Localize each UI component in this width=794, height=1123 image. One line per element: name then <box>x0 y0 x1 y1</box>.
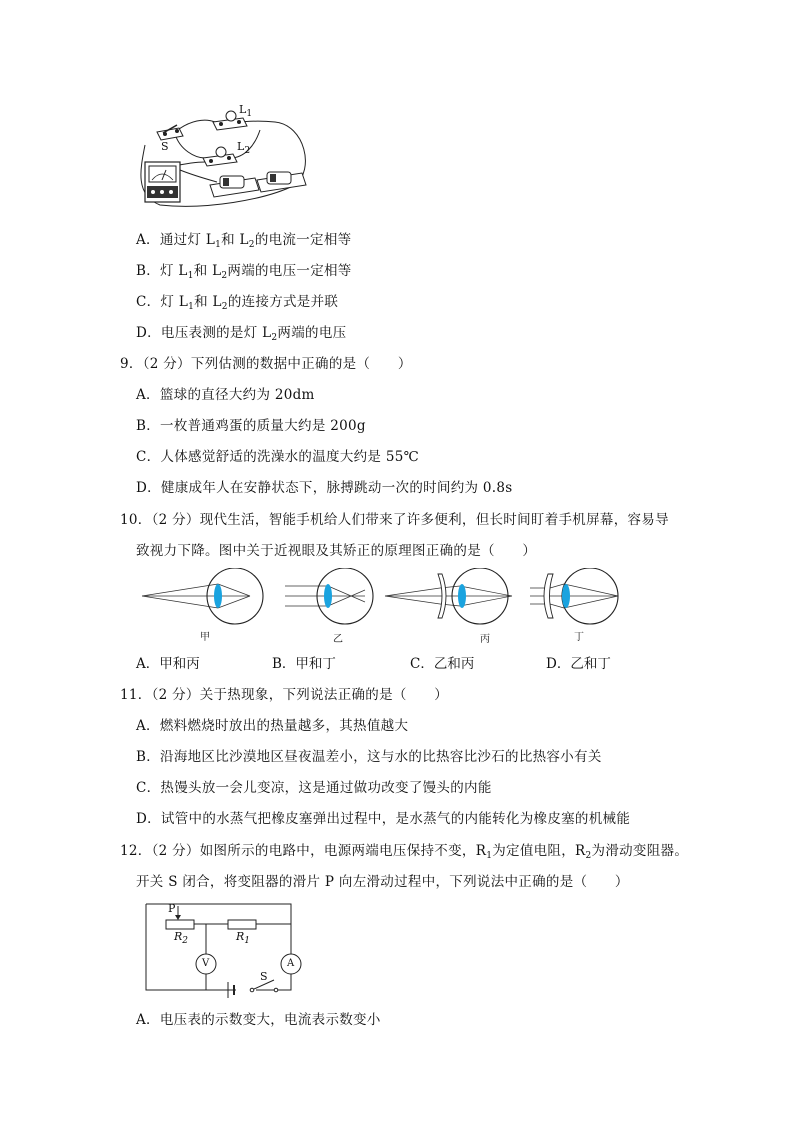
q8-c-pre: C．灯 L <box>136 294 189 310</box>
label-p: P <box>168 902 176 915</box>
q11-option-d: D．试管中的水蒸气把橡皮塞弹出过程中，是水蒸气的内能转化为橡皮塞的机械能 <box>136 811 631 827</box>
q10-option-c: C．乙和丙 <box>410 656 475 672</box>
q8-a-s2: 2 <box>248 240 255 250</box>
eye-diagrams-svg <box>140 568 630 646</box>
q12-stem-post: 为滑动变阻器。 <box>591 843 689 859</box>
q8-c-mid: 和 L <box>194 294 222 310</box>
label-r2-sub: 2 <box>182 936 189 946</box>
q8-b-pre: B．灯 L <box>136 263 188 279</box>
label-r2-text: R <box>174 930 183 943</box>
q12-stem-line1 <box>120 841 688 861</box>
eye-diagram-bing <box>385 568 512 624</box>
label-v: V <box>202 958 210 969</box>
q8-a-s1: 1 <box>215 240 222 250</box>
q10-option-d: D．乙和丁 <box>546 656 611 672</box>
caption-yi: 乙 <box>333 634 343 645</box>
q9-option-d: D．健康成年人在安静状态下，脉搏跳动一次的时间约为 0.8s <box>136 480 513 496</box>
q11-option-a: A．燃料燃烧时放出的热量越多，其热值越大 <box>136 718 409 734</box>
q9-stem: 9．（2 分）下列估测的数据中正确的是（ ） <box>120 356 412 372</box>
q12-stem-s2: 2 <box>585 851 592 861</box>
q8-d-pre: D．电压表测的是灯 L <box>136 325 272 341</box>
q11-option-c: C．热馒头放一会儿变凉，这是通过做功改变了馒头的内能 <box>136 780 492 796</box>
eye-diagram-jia <box>142 568 263 624</box>
q12-stem-line2: 开关 S 闭合，将变阻器的滑片 P 向左滑动过程中，下列说法中正确的是（ ） <box>136 874 629 890</box>
q12-circuit-svg <box>140 898 310 1000</box>
q10-stem-line1: 10．（2 分）现代生活，智能手机给人们带来了许多便利，但长时间盯着手机屏幕，容易导 <box>120 512 669 528</box>
eye-diagram-yi <box>285 568 373 624</box>
switch-s <box>157 125 183 140</box>
caption-jia: 甲 <box>200 632 210 643</box>
q8-b-s1: 1 <box>187 271 194 281</box>
q8-c-s2: 2 <box>221 302 228 312</box>
lamp-l2 <box>203 147 237 166</box>
q10-eye-diagrams <box>140 568 630 646</box>
q8-option-a <box>136 230 351 250</box>
q8-option-c <box>136 292 338 312</box>
label-r2 <box>174 930 189 946</box>
q8-circuit-figure <box>135 100 315 210</box>
label-r1-text: R <box>236 930 245 943</box>
q12-stem-mid: 为定值电阻，R <box>492 843 586 859</box>
q8-b-mid: 和 L <box>193 263 222 279</box>
q8-a-pre: A．通过灯 L <box>136 232 216 248</box>
label-r1 <box>236 930 251 946</box>
q10-stem-line2: 致视力下降。图中关于近视眼及其矫正的原理图正确的是（ ） <box>136 543 537 559</box>
q9-option-b: B．一枚普通鸡蛋的质量大约是 200g <box>136 418 366 434</box>
q12-option-a: A．电压表的示数变大，电流表示数变小 <box>136 1012 381 1028</box>
q12-circuit-figure <box>140 898 310 1000</box>
label-s12: S <box>260 970 268 983</box>
q11-stem: 11．（2 分）关于热现象，下列说法正确的是（ ） <box>120 687 449 703</box>
q10-option-b: B．甲和丁 <box>272 656 336 672</box>
caption-bing: 丙 <box>480 634 490 645</box>
label-l1-text: L <box>239 103 247 116</box>
q9-option-a: A．篮球的直径大约为 20dm <box>136 387 315 403</box>
q8-a-post: 的电流一定相等 <box>254 232 352 248</box>
caption-ding: 丁 <box>574 632 584 643</box>
q10-option-a: A．甲和丙 <box>136 656 200 672</box>
q8-circuit-diagram <box>135 100 315 210</box>
label-l1-sub: 1 <box>246 109 253 119</box>
label-l2-text: L <box>237 140 245 153</box>
label-l2-sub: 2 <box>244 146 251 156</box>
q8-d-post: 两端的电压 <box>277 325 347 341</box>
q8-option-d <box>136 323 346 343</box>
q8-d-s1: 2 <box>271 333 278 343</box>
voltmeter <box>145 162 180 202</box>
q12-stem-pre: 12．（2 分）如图所示的电路中，电源两端电压保持不变，R <box>120 843 487 859</box>
label-a: A <box>287 958 295 969</box>
label-l2 <box>237 140 251 156</box>
q8-c-post: 的连接方式是并联 <box>227 294 339 310</box>
q8-c-s1: 1 <box>188 302 195 312</box>
q12-stem-s1: 1 <box>486 851 493 861</box>
q8-b-s2: 2 <box>221 271 228 281</box>
battery-pack <box>210 172 306 197</box>
label-s: S <box>161 140 169 153</box>
q8-a-mid: 和 L <box>221 232 249 248</box>
q8-option-b <box>136 261 352 281</box>
q11-option-b: B．沿海地区比沙漠地区昼夜温差小，这与水的比热容比沙石的比热容小有关 <box>136 749 602 765</box>
label-l1 <box>239 103 253 119</box>
eye-diagram-ding <box>530 568 618 624</box>
q8-b-post: 两端的电压一定相等 <box>227 263 352 279</box>
label-r1-sub: 1 <box>244 936 251 946</box>
q9-option-c: C．人体感觉舒适的洗澡水的温度大约是 55℃ <box>136 449 419 465</box>
